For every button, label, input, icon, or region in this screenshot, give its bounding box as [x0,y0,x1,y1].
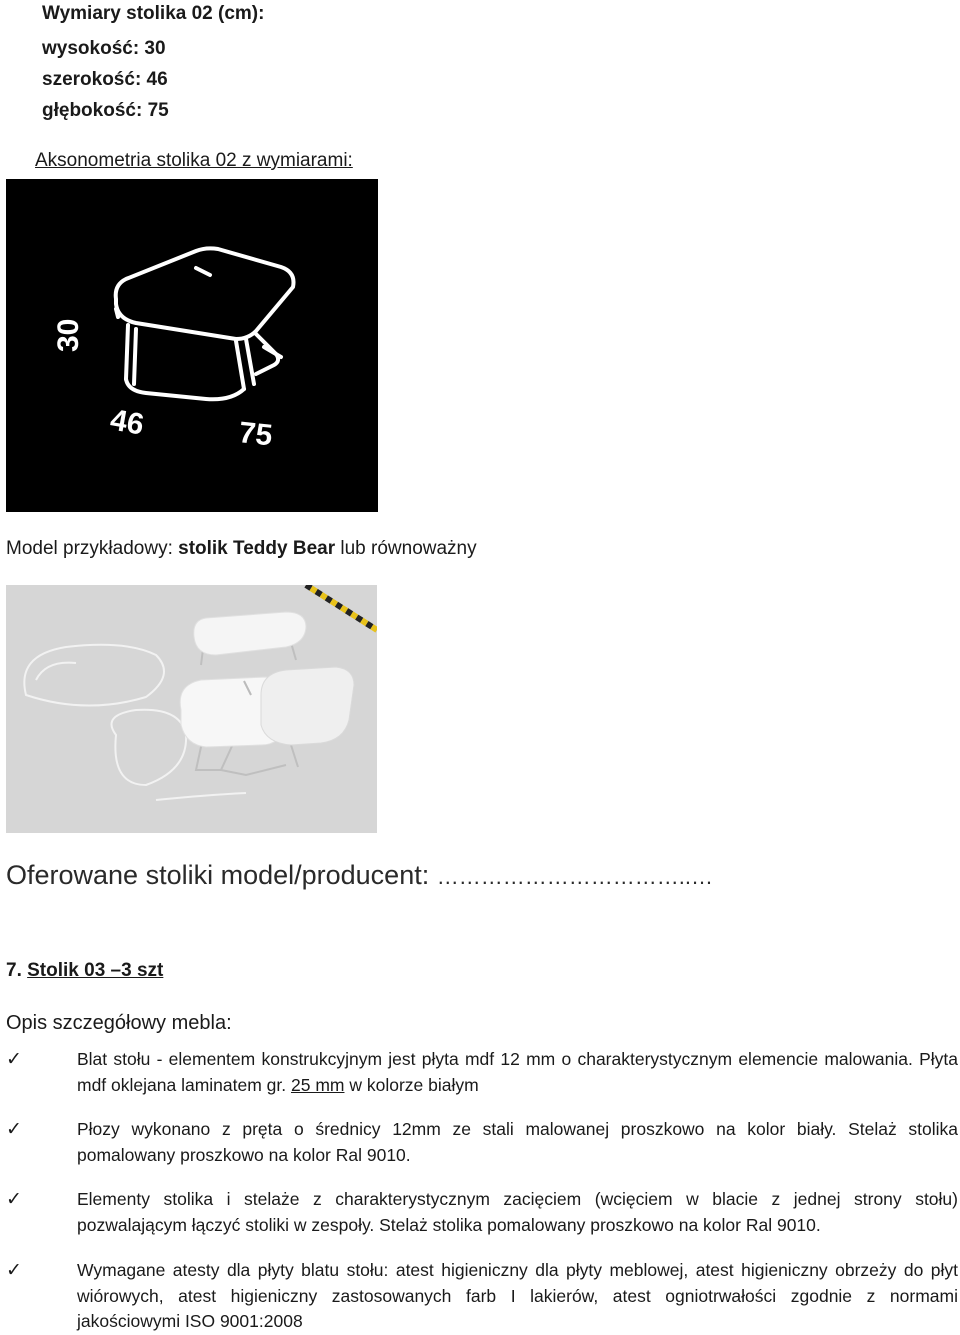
item-heading [6,960,163,982]
checkmark-icon: ✓ [6,1260,22,1281]
model-example [6,538,477,560]
dimension-width: szerokość: 46 [42,69,168,90]
spec-text: Elementy stolika i stelaże z charakterystycznym zacięciem (wcięciem w blacie z jednej strony stołu) pozwalającym łączyć stoliki w zespoły. Stelaż stolika pomalowany proszkowo na kolor Ral 9010. [77,1189,958,1235]
product-photo [6,585,377,833]
spec-bullet [6,1187,958,1238]
axonometry-drawing [6,179,378,512]
spec-text: Blat stołu - elementem konstrukcyjnym jest płyta mdf 12 mm o charakterystycznym elemencie malowania. Płyta mdf oklejana laminatem gr. [77,1049,958,1095]
offered-model-line [6,860,713,891]
dimension-depth: głębokość: 75 [42,100,169,121]
offered-model-placeholder: ……………………………..… [436,864,713,889]
checkmark-icon: ✓ [6,1049,22,1070]
spec-text: Wymagane atesty dla płyty blatu stołu: atest higieniczny dla płyty meblowej, atest higieniczny obrzeży do płyt wiórowych, atest higieniczny zastosowanych farb I lakierów, atest ogniotrwałości zgodnie z normami jakościowymi ISO 9001:2008 [77,1260,958,1331]
spec-bullet [6,1258,958,1335]
checkmark-icon: ✓ [6,1119,22,1140]
axonometry-label-height: 30 [52,318,85,352]
item-number: 7. [6,960,28,981]
details-title: Opis szczegółowy mebla: [6,1012,232,1034]
model-prefix: Model przykładowy: [6,538,179,559]
offered-model-label: Oferowane stoliki model/producent: [6,860,437,890]
spec-bullet [6,1047,958,1098]
spec-bullet [6,1117,958,1168]
checkmark-icon: ✓ [6,1189,22,1210]
spec-text-end: w kolorze białym [344,1074,479,1095]
dimensions-heading: Wymiary stolika 02 (cm): [42,3,265,24]
spec-text: Płozy wykonano z pręta o średnicy 12mm ze stali malowanej proszkowo na kolor biały. Stelaż stolika pomalowany proszkowo na kolor Ral 9010. [77,1119,958,1165]
dimension-height: wysokość: 30 [42,38,166,59]
model-name: stolik Teddy Bear [178,538,336,559]
axonometry-label-depth: 75 [237,416,274,453]
model-suffix: lub równoważny [335,538,477,559]
axonometry-title: Aksonometria stolika 02 z wymiarami: [35,150,353,171]
item-title: Stolik 03 –3 szt [27,960,164,981]
axonometry-label-width: 46 [107,403,147,442]
spec-text-underlined: 25 mm [291,1074,345,1095]
